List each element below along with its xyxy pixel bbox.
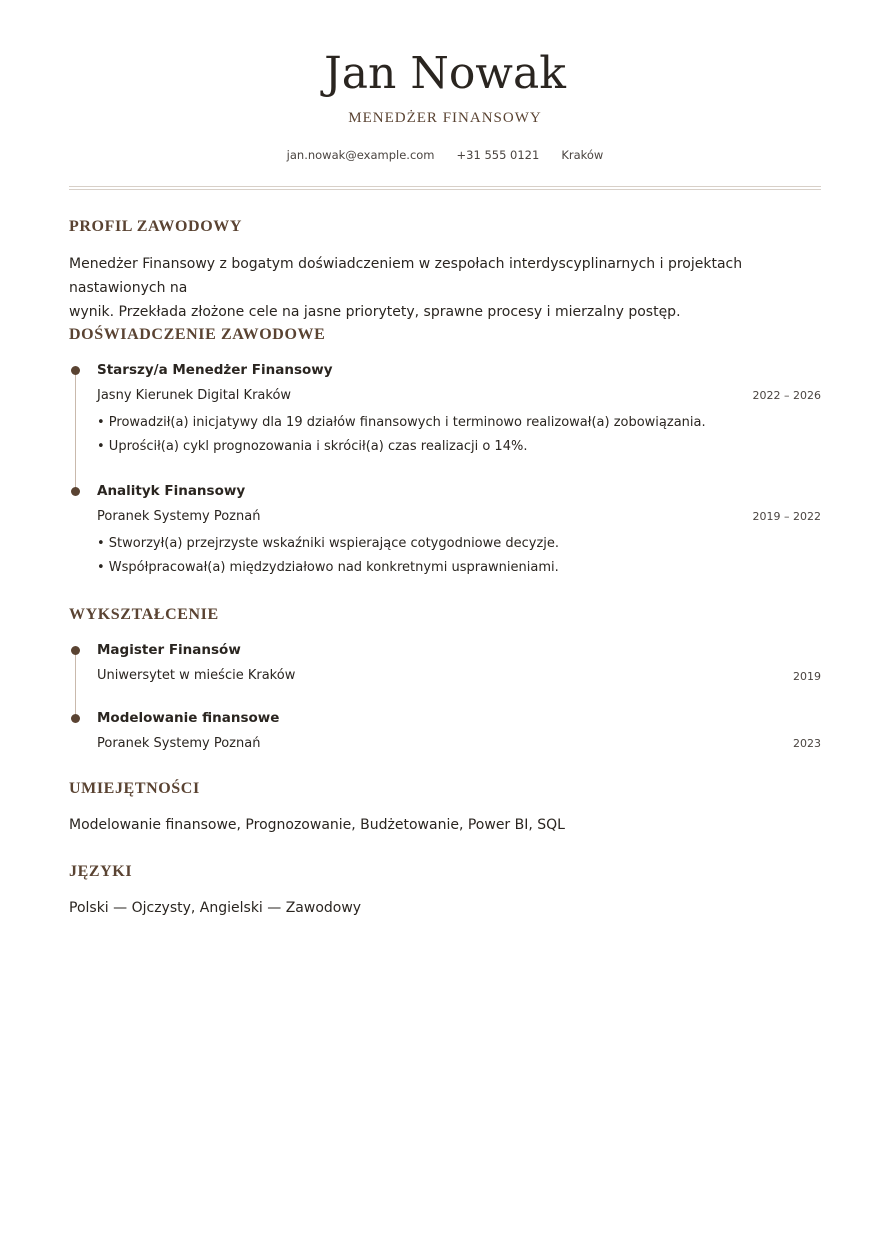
education-title: Magister Finansów	[97, 642, 241, 658]
timeline-dot	[71, 714, 80, 723]
profile-text	[69, 252, 821, 324]
education-timeline-line	[75, 651, 76, 719]
job-title: Analityk Finansowy	[97, 483, 246, 499]
section-title-skills: UMIEJĘTNOŚCI	[69, 780, 200, 797]
job-dates: 2022 – 2026	[752, 389, 821, 402]
timeline-dot	[71, 646, 80, 655]
contact-location: Kraków	[561, 148, 604, 162]
job-bullet: • Prowadził(a) inicjatywy dla 19 działów finansowych i terminowo realizował(a) zobowiązania.	[97, 415, 706, 430]
header-divider	[69, 186, 821, 190]
education-school: Uniwersytet w mieście Kraków	[97, 668, 296, 683]
timeline-dot	[71, 366, 80, 375]
education-year: 2023	[793, 737, 821, 750]
contact-line	[0, 146, 890, 164]
candidate-name: Jan Nowak	[324, 48, 566, 99]
job-company: Jasny Kierunek Digital Kraków	[97, 388, 292, 403]
job-company: Poranek Systemy Poznań	[97, 509, 261, 524]
languages-text: Polski — Ojczysty, Angielski — Zawodowy	[69, 900, 362, 916]
education-year: 2019	[793, 670, 821, 683]
section-title-experience: DOŚWIADCZENIE ZAWODOWE	[69, 326, 326, 343]
contact-email: jan.nowak@example.com	[286, 148, 435, 162]
skills-text: Modelowanie finansowe, Prognozowanie, Budżetowanie, Power BI, SQL	[69, 817, 565, 833]
contact-phone: +31 555 0121	[456, 148, 540, 162]
education-title: Modelowanie finansowe	[97, 710, 280, 726]
experience-timeline-line	[75, 370, 76, 492]
section-title-profile: PROFIL ZAWODOWY	[69, 218, 243, 235]
profile-line: Menedżer Finansowy z bogatym doświadczeniem w zespołach interdyscyplinarnych i projektach nastawionych na	[69, 256, 743, 296]
job-bullet: • Uprościł(a) cykl prognozowania i skrócił(a) czas realizacji o 14%.	[97, 439, 528, 454]
profile-line: wynik. Przekłada złożone cele na jasne priorytety, sprawne procesy i mierzalny postęp.	[69, 304, 681, 320]
section-title-languages: JĘZYKI	[69, 863, 133, 880]
candidate-title: MENEDŻER FINANSOWY	[348, 110, 542, 126]
job-dates: 2019 – 2022	[752, 510, 821, 523]
job-bullet: • Współpracował(a) międzydziałowo nad konkretnymi usprawnieniami.	[97, 560, 559, 575]
job-title: Starszy/a Menedżer Finansowy	[97, 362, 333, 378]
section-title-education: WYKSZTAŁCENIE	[69, 606, 219, 623]
education-school: Poranek Systemy Poznań	[97, 736, 261, 751]
timeline-dot	[71, 487, 80, 496]
job-bullet: • Stworzył(a) przejrzyste wskaźniki wspierające cotygodniowe decyzje.	[97, 536, 560, 551]
